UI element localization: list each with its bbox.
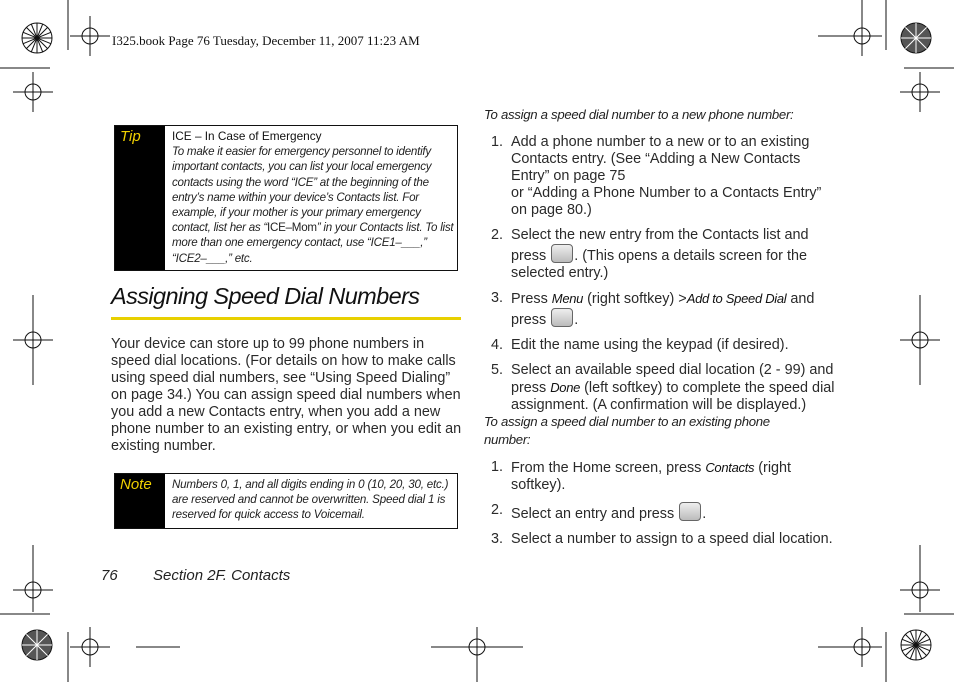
note-box: [114, 473, 458, 529]
new-number-steps: [491, 134, 841, 422]
step-number: 1.: [491, 134, 504, 150]
step-number: 4.: [491, 337, 504, 353]
step-number: 2.: [491, 502, 504, 518]
color-rosette-icon: [22, 630, 52, 660]
footer-section: Section 2F. Contacts: [153, 567, 291, 584]
add-to-speed-dial-command: Add to Speed Dial: [686, 291, 787, 306]
crosshair-icon: [70, 627, 110, 667]
list-item: [491, 134, 841, 219]
step-text: (right softkey): [587, 291, 675, 307]
step-text: and press: [511, 291, 815, 328]
step-number: 2.: [491, 227, 504, 243]
step-text: Select a number to assign to a speed dial location.: [511, 531, 833, 547]
crosshair-icon: [13, 72, 53, 112]
existing-number-heading: To assign a speed dial number to an existing phone number:: [484, 414, 770, 447]
ok-key-icon: [679, 502, 701, 521]
list-item: [491, 459, 841, 494]
list-item: [491, 227, 841, 282]
existing-number-steps: [491, 459, 841, 556]
print-header: I325.book Page 76 Tuesday, December 11, 2007 11:23 AM: [112, 33, 420, 48]
step-number: 1.: [491, 459, 504, 475]
list-item: [491, 337, 841, 354]
contacts-command: Contacts: [705, 460, 755, 475]
color-rosette-icon: [22, 23, 52, 53]
step-text: Select the new entry from the Contacts list and press: [511, 227, 809, 264]
list-item: [491, 362, 841, 414]
step-text: or “Adding a Phone Number to a Contacts Entry” on page 80.): [511, 185, 822, 218]
step-number: 5.: [491, 362, 504, 378]
step-text: Press: [511, 291, 548, 307]
step-text: Edit the name using the keypad (if desired).: [511, 337, 789, 353]
step-number: 3.: [491, 290, 504, 306]
tip-text-part: ” in your Contacts list. To list more than one emergency contact, use “ICE1–___,” “ICE2–___,” etc.: [172, 221, 454, 265]
intro-paragraph: Your device can store up to 99 phone numbers in speed dial locations. (For details on how to make calls using speed dial numbers, see “Using Speed Dialing” on page 34.) You can assign speed dial numbers when you add a new Contacts entry, when you add a new phone number to an existing entry, or when you edit an existing number.: [111, 336, 462, 454]
crosshair-icon: [900, 72, 940, 112]
ok-key-icon: [551, 244, 573, 263]
step-text: Add a phone number to a new or to an existing Contacts entry. (See “Adding a New Contacts Entry” on page 75: [511, 134, 810, 184]
separator-glyph: >: [678, 291, 687, 307]
menu-command: Menu: [551, 291, 584, 306]
list-item: [491, 502, 841, 523]
tip-text-part: To make it easier for emergency personnel to identify important contacts, you can list your local emergency contacts using the word “ICE” at the beginning of the entry’s name within your device’s Contacts list. For example, if your mother is your primary emergency contact, list her as “: [172, 145, 432, 235]
crosshair-icon: [70, 16, 110, 56]
note-label: Note: [115, 474, 165, 528]
tip-box: [114, 125, 458, 271]
step-text: Select an available speed dial location (2 - 99) and press: [511, 362, 834, 396]
page-number: 76: [101, 567, 118, 584]
step-text: .: [702, 506, 707, 522]
tip-title: ICE – In Case of Emergency: [172, 129, 322, 143]
step-text: From the Home screen, press: [511, 460, 702, 476]
tip-label: Tip: [115, 126, 165, 270]
color-rosette-icon: [901, 23, 931, 53]
section-heading: Assigning Speed Dial Numbers: [111, 283, 420, 309]
step-text: .: [574, 312, 579, 328]
tip-text: [172, 144, 455, 266]
step-text: (right softkey).: [511, 460, 792, 493]
ok-key-icon: [551, 308, 573, 327]
done-command: Done: [550, 380, 581, 395]
tip-text-example: ICE–Mom: [267, 221, 317, 235]
tip-body: [172, 129, 455, 266]
step-text: Select an entry and press: [511, 506, 675, 522]
step-text: (left softkey) to complete the speed dial assignment. (A confirmation will be displayed.): [511, 380, 835, 413]
heading-rule: [111, 317, 461, 320]
color-rosette-icon: [901, 630, 931, 660]
new-number-heading: To assign a speed dial number to a new phone number:: [484, 107, 794, 122]
step-text: . (This opens a details screen for the selected entry.): [511, 248, 807, 281]
list-item: [491, 531, 841, 548]
list-item: [491, 290, 841, 329]
step-number: 3.: [491, 531, 504, 547]
note-text: Numbers 0, 1, and all digits ending in 0 (10, 20, 30, etc.) are reserved and cannot be overwritten. Speed dial 1 is reserved for quick access to Voicemail.: [172, 478, 449, 522]
